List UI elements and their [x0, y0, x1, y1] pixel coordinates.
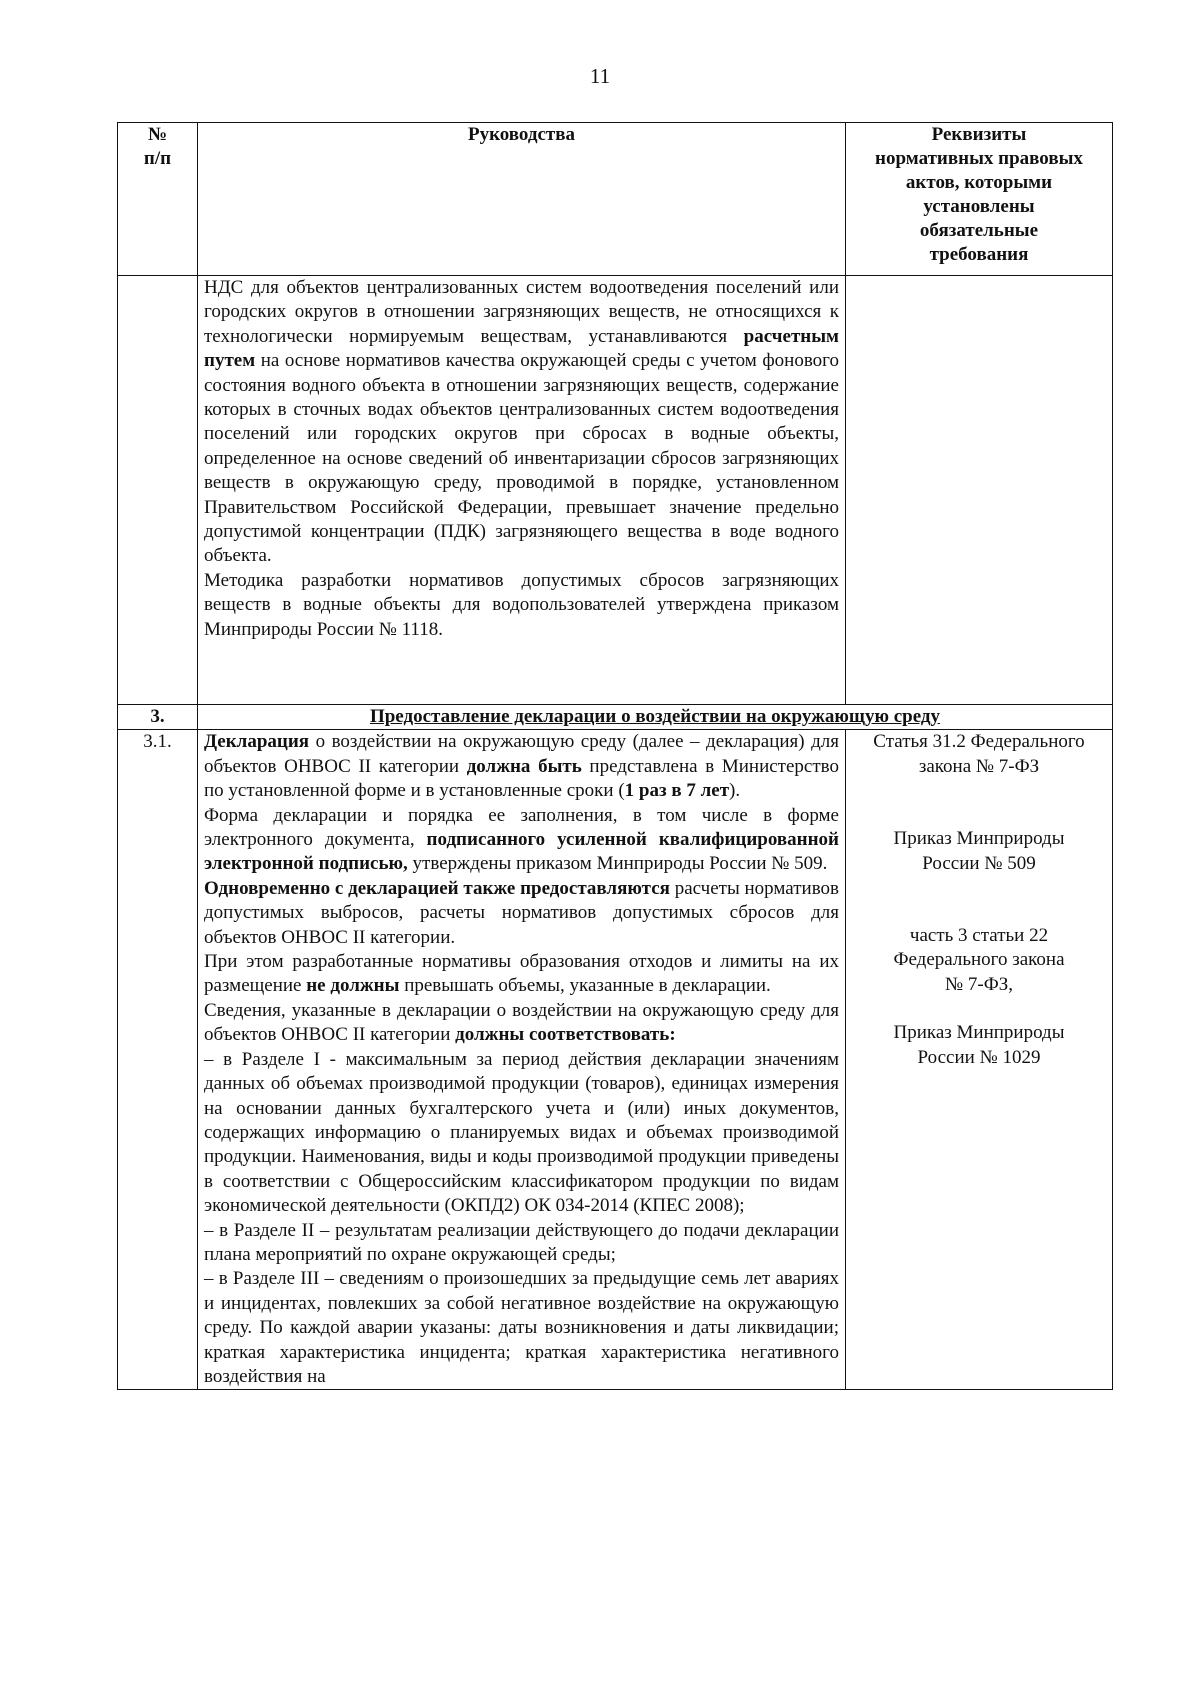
header-number: № п/п	[118, 123, 198, 276]
header-requisites: Реквизиты нормативных правовых актов, которыми установлены обязательные требования	[846, 123, 1113, 276]
cell-guide	[198, 276, 846, 705]
guide-paragraph: Декларация о воздействии на окружающую среду (далее – декларация) для объектов ОНВОС II категории должна быть представлена в Министерство по установленной форме и в установленные сроки (1 раз в 7 лет).	[204, 731, 839, 802]
guide-paragraph: Методика разработки нормативов допустимых сбросов загрязняющих веществ в водные объекты для водопользователей утверждена приказом Минприроды России № 1118.	[204, 569, 839, 640]
guide-paragraph: НДС для объектов централизованных систем водоотведения поселений или городских округов в отношении загрязняющих веществ, не относящихся к технологически нормируемым веществам, устанавливаются расчетным путем на основе нормативов качества окружающей среды с учетом фонового состояния водного объекта в отношении загрязняющих веществ, содержание которых в сточных водах объектов централизованных систем водоотведения поселений или городских округов при сбросах в водные объекты, определенное на основе сведений об инвентаризации сбросов загрязняющих веществ в окружающую среду, проводимой в порядке, установленном Правительством Российской Федерации, превышает значение предельно допустимой концентрации (ПДК) загрязняющего вещества в воде водного объекта.	[204, 277, 839, 567]
guide-paragraph: – в Разделе III – сведениям о произошедших за предыдущие семь лет авариях и инцидентах, повлекших за собой негативное воздействие на окружающую среду. По каждой аварии указаны: даты возникновения и даты ликвидации; краткая характеристика инцидента; краткая характеристика негативного воздействия на	[204, 1268, 839, 1387]
guide-paragraph: Одновременно с декларацией также предоставляются расчеты нормативов допустимых выбросов, расчеты нормативов допустимых сбросов для объектов ОНВОС II категории.	[204, 877, 840, 948]
cell-number	[118, 276, 198, 705]
guide-paragraph: – в Разделе II – результатам реализации действующего до подачи декларации плана мероприятий по охране окружающей среды;	[204, 1219, 839, 1265]
guide-paragraph: Сведения, указанные в декларации о воздействии на окружающую среду для объектов ОНВОС II категории должны соответствовать:	[204, 999, 839, 1046]
table-row-3-1	[118, 730, 1113, 1390]
section-header-row	[118, 705, 1113, 730]
guide-paragraph: При этом разработанные нормативы образования отходов и лимиты на их размещение не должны превышать объемы, указанные в декларации.	[204, 951, 839, 997]
table-header-row	[118, 123, 1113, 276]
guide-paragraph: Форма декларации и порядка ее заполнения, в том числе в форме электронного документа, подписанного усиленной квалифицированной электронной подписью, утверждены приказом Минприроды России № 509.	[204, 804, 839, 875]
requirements-table	[117, 122, 1113, 1390]
page-number: 11	[589, 64, 611, 88]
cell-guide	[198, 730, 846, 1390]
cell-number: 3.1.	[118, 730, 198, 1390]
cell-requisites	[846, 276, 1113, 705]
guide-paragraph: – в Разделе I - максимальным за период действия декларации значениям данных об объемах производимой продукции (товаров), единицах измерения на основании данных бухгалтерского учета и (или) иных документов, содержащих информацию о планируемых видах и объемах производимой продукции. Наименования, виды и коды производимой продукции приведены в соответствии с Общероссийским классификатором продукции по видам экономической деятельности (ОКПД2) ОК 034-2014 (КПЕС 2008);	[204, 1048, 839, 1217]
header-guides: Руководства	[198, 123, 846, 276]
cell-requisites: Статья 31.2 Федерального закона № 7-ФЗ Приказ Минприроды России № 509 часть 3 статьи 22 Федерального закона № 7-ФЗ, Приказ Минприроды России № 1029	[846, 730, 1113, 1390]
table-row-continuation	[118, 276, 1113, 705]
section-title: Предоставление декларации о воздействии на окружающую среду	[198, 705, 1113, 730]
section-number: 3.	[118, 705, 198, 730]
